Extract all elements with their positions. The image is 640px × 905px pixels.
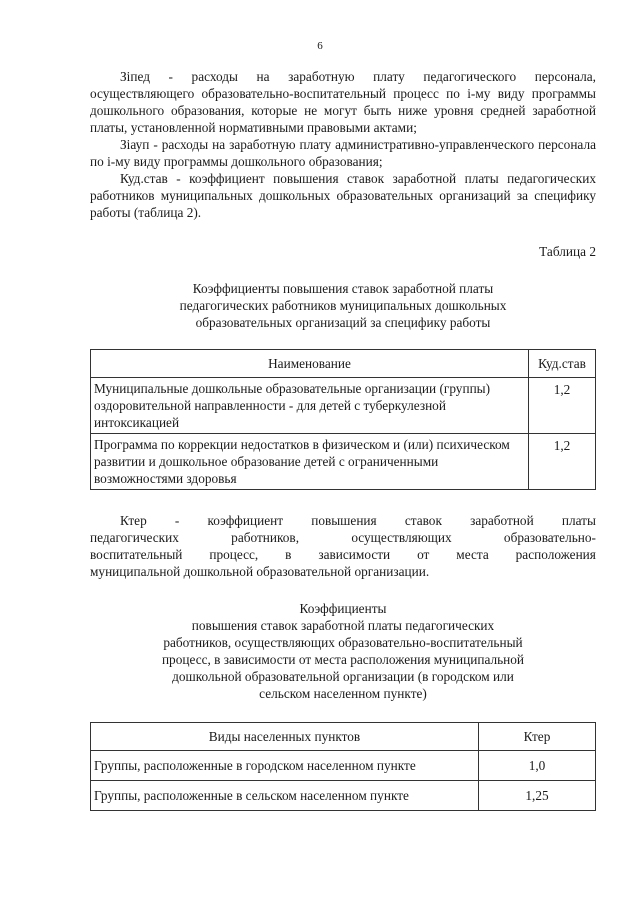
caption-line: педагогических работников муниципальных дошкольных (179, 298, 507, 313)
caption-line: процесс, в зависимости от места расположения муниципальной (161, 652, 525, 667)
row-name: Программа по коррекции недостатков в физическом и (или) психическом развитии и дошкольное образование детей с ограниченными возможностями здоровья (91, 434, 529, 490)
word: расположения (515, 547, 596, 562)
word: осуществляющих (351, 530, 452, 545)
table-header-row (91, 350, 596, 378)
row-value: 1,25 (479, 781, 596, 811)
header-name: Наименование (91, 350, 529, 378)
row-value: 1,0 (479, 751, 596, 781)
table3 (90, 722, 596, 811)
text-line (90, 529, 596, 546)
word: зависимости (318, 547, 391, 562)
caption-line: работников, осуществляющих образовательно-воспитательный (163, 635, 523, 650)
caption-line: сельском населенном пункте) (259, 686, 427, 701)
header-settlement-type: Виды населенных пунктов (91, 723, 479, 751)
definition-kter (90, 512, 596, 580)
word: от (417, 547, 430, 562)
table-header-row (91, 723, 596, 751)
table-row (91, 751, 596, 781)
row-name: Группы, расположенные в городском населенном пункте (91, 751, 479, 781)
table-row (91, 781, 596, 811)
word: образовательно- (503, 530, 596, 545)
page-number: 6 (317, 40, 323, 52)
caption-line: повышения ставок заработной платы педагогических (191, 618, 495, 633)
row-value: 1,2 (529, 378, 596, 434)
word: коэффициент (207, 513, 284, 528)
table-row (91, 378, 596, 434)
word: платы (561, 513, 596, 528)
text-line: муниципальной дошкольной образовательной организации. (90, 564, 430, 579)
caption-line: дошкольной образовательной организации (в городском или (172, 669, 514, 684)
word: ставок (404, 513, 442, 528)
row-name: Группы, расположенные в сельском населенном пункте (91, 781, 479, 811)
word: процесс, (209, 547, 259, 562)
word: в (285, 547, 292, 562)
caption-line: образовательных организаций за специфику работы (195, 315, 491, 330)
header-kter: Ктер (479, 723, 596, 751)
caption-line: Коэффициенты повышения ставок заработной платы (192, 281, 494, 296)
text-line (90, 546, 596, 563)
word: повышения (311, 513, 377, 528)
table2-label: Таблица 2 (539, 244, 596, 259)
document-body (90, 68, 596, 811)
text-line (90, 512, 596, 529)
row-name: Муниципальные дошкольные образовательные организации (группы) оздоровительной направленности - для детей с туберкулезной интоксикацией (91, 378, 529, 434)
row-value: 1,2 (529, 434, 596, 490)
word: - (174, 513, 180, 528)
definition-zped: Зiпед - расходы на заработную плату педагогического персонала, осуществляющего образовательно-воспитательный процесс по i-му виду программы дошкольного образования, которые не могут быть ниже уровня средней заработной платы, установленной нормативными правовыми актами; (90, 69, 596, 135)
table3-caption (90, 600, 596, 702)
word: воспитательный (90, 547, 183, 562)
table2 (90, 349, 596, 490)
caption-line: Коэффициенты (299, 601, 387, 616)
table-row (91, 434, 596, 490)
word: места (456, 547, 489, 562)
definition-kud: Куд.став - коэффициент повышения ставок заработной платы педагогических работников муниципальных дошкольных образовательных организаций за специфику работы (таблица 2). (90, 171, 596, 220)
header-kud: Куд.став (529, 350, 596, 378)
table2-caption (90, 280, 596, 331)
word: Ктер (120, 513, 147, 528)
word: заработной (470, 513, 534, 528)
word: работников, (231, 530, 300, 545)
definition-zaup: Зiауп - расходы на заработную плату административно-управленческого персонала по i-му виду программы дошкольного образования; (90, 137, 596, 169)
word: педагогических (90, 530, 179, 545)
